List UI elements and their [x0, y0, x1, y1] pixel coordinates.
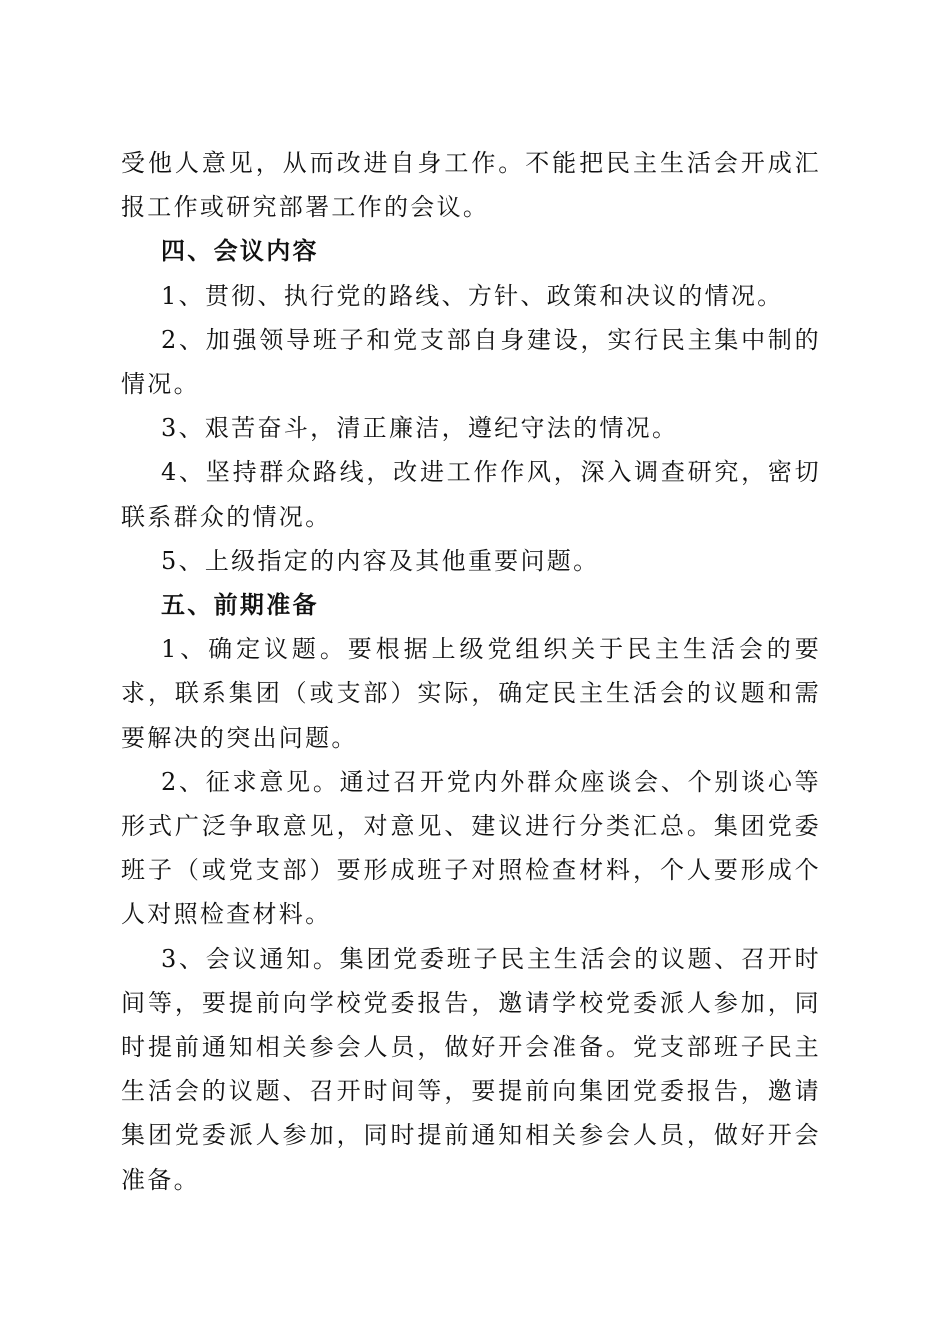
section-heading-preparation: 五、前期准备 [161, 591, 319, 620]
list-item: 4、坚持群众路线，改进工作作风，深入调查研究，密切联系群众的情况。 [121, 458, 821, 531]
list-item: 2、征求意见。通过召开党内外群众座谈会、个别谈心等形式广泛争取意见，对意见、建议进行分类汇总。集团党委班子（或党支部）要形成班子对照检查材料，个人要形成个人对照检查材料。 [121, 767, 821, 929]
list-item: 5、上级指定的内容及其他重要问题。 [161, 546, 600, 575]
intro-paragraph: 受他人意见，从而改进自身工作。不能把民主生活会开成汇报工作或研究部署工作的会议。 [121, 149, 821, 222]
list-item: 1、贯彻、执行党的路线、方针、政策和决议的情况。 [161, 281, 784, 310]
list-item: 3、会议通知。集团党委班子民主生活会的议题、召开时间等，要提前向学校党委报告，邀请学校党委派人参加，同时提前通知相关参会人员，做好开会准备。党支部班子民主生活会的议题、召开时间等，要提前向集团党委报告，邀请集团党委派人参加，同时提前通知相关参会人员，做好开会准备。 [121, 944, 821, 1194]
document-page [121, 141, 821, 1202]
section-heading-meeting-content: 四、会议内容 [161, 237, 319, 266]
list-item: 1、确定议题。要根据上级党组织关于民主生活会的要求，联系集团（或支部）实际，确定民主生活会的议题和需要解决的突出问题。 [121, 635, 821, 752]
list-item: 2、加强领导班子和党支部自身建设，实行民主集中制的情况。 [121, 325, 821, 399]
list-item: 3、艰苦奋斗，清正廉洁，遵纪守法的情况。 [161, 414, 679, 443]
